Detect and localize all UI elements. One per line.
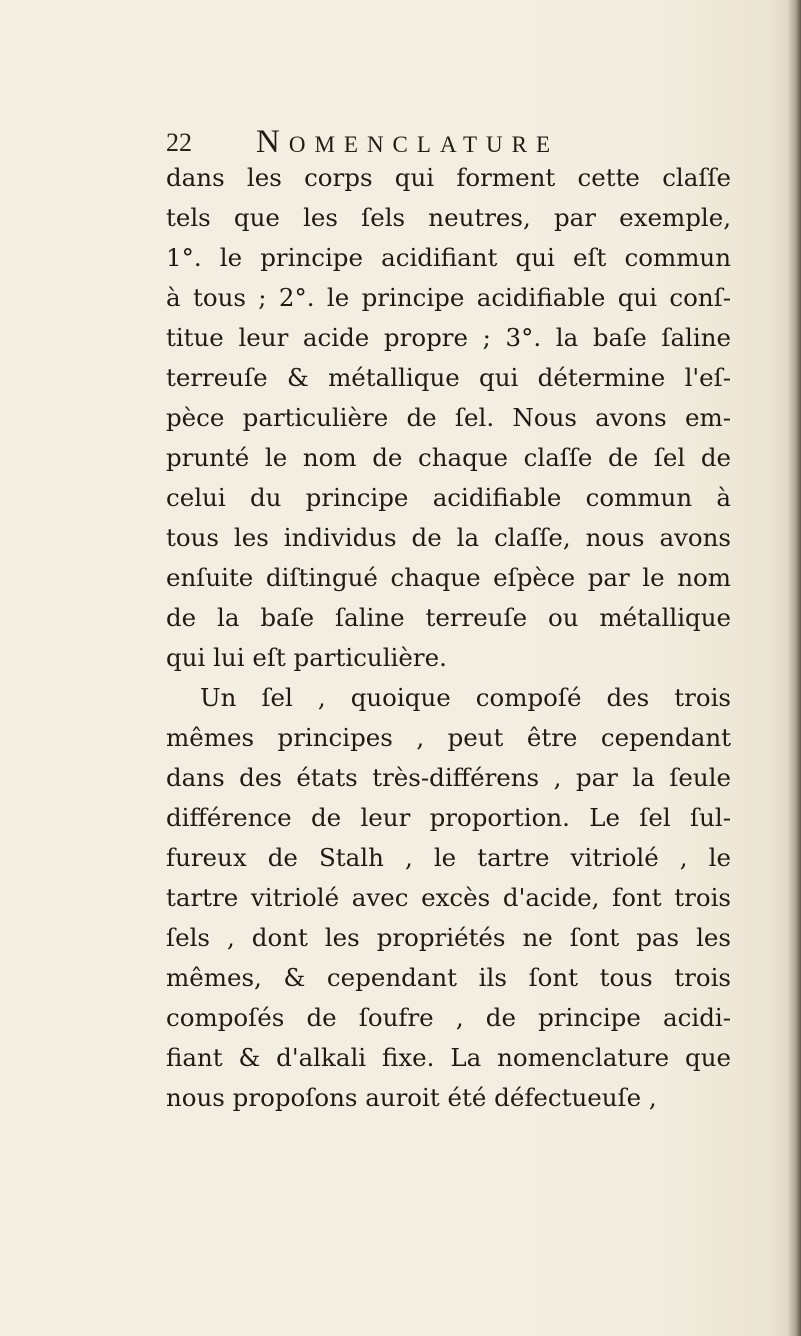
text-line: compoſés de ſoufre , de principe acidi- xyxy=(166,1003,731,1032)
text-line: terreuſe & métallique qui détermine l'eſ- xyxy=(166,363,731,392)
text-line: nous propoſons auroit été défectueuſe , xyxy=(166,1083,657,1112)
text-line: titue leur acide propre ; 3°. la baſe ſaline xyxy=(166,323,731,352)
text-line: tous les individus de la claſſe, nous avons xyxy=(166,523,731,552)
text-line: à tous ; 2°. le principe acidifiable qui conſ- xyxy=(166,283,731,312)
text-line: fureux de Stalh , le tartre vitriolé , le xyxy=(166,843,731,872)
text-line: dans des états très-différens , par la ſeule xyxy=(166,763,731,792)
text-line: celui du principe acidifiable commun à xyxy=(166,483,731,512)
text-line: différence de leur proportion. Le ſel ſul- xyxy=(166,803,731,832)
text-line: 1°. le principe acidifiant qui eſt commun xyxy=(166,243,731,272)
text-line: de la baſe ſaline terreuſe ou métallique xyxy=(166,603,731,632)
text-line: Un ſel , quoique compoſé des trois xyxy=(200,683,731,712)
text-line: pèce particulière de ſel. Nous avons em- xyxy=(166,403,731,432)
page-edge-shadow xyxy=(787,0,801,1336)
page-number: 22 xyxy=(166,128,192,157)
text-line: fiant & d'alkali fixe. La nomenclature que xyxy=(166,1043,731,1072)
text-line: enſuite diſtingué chaque eſpèce par le nom xyxy=(166,563,731,592)
text-line: mêmes, & cependant ils ſont tous trois xyxy=(166,963,731,992)
text-line: prunté le nom de chaque claſſe de ſel de xyxy=(166,443,731,472)
text-line: dans les corps qui forment cette claſſe xyxy=(166,163,731,192)
text-line: tartre vitriolé avec excès d'acide, font trois xyxy=(166,883,731,912)
text-line: ſels , dont les propriétés ne ſont pas les xyxy=(166,923,731,952)
body-text xyxy=(166,158,731,1118)
text-line: mêmes principes , peut être cependant xyxy=(166,723,731,752)
text-line: qui lui eſt particulière. xyxy=(166,643,447,672)
text-line: tels que les ſels neutres, par exemple, xyxy=(166,203,731,232)
running-title: Nomenclature xyxy=(256,124,560,160)
